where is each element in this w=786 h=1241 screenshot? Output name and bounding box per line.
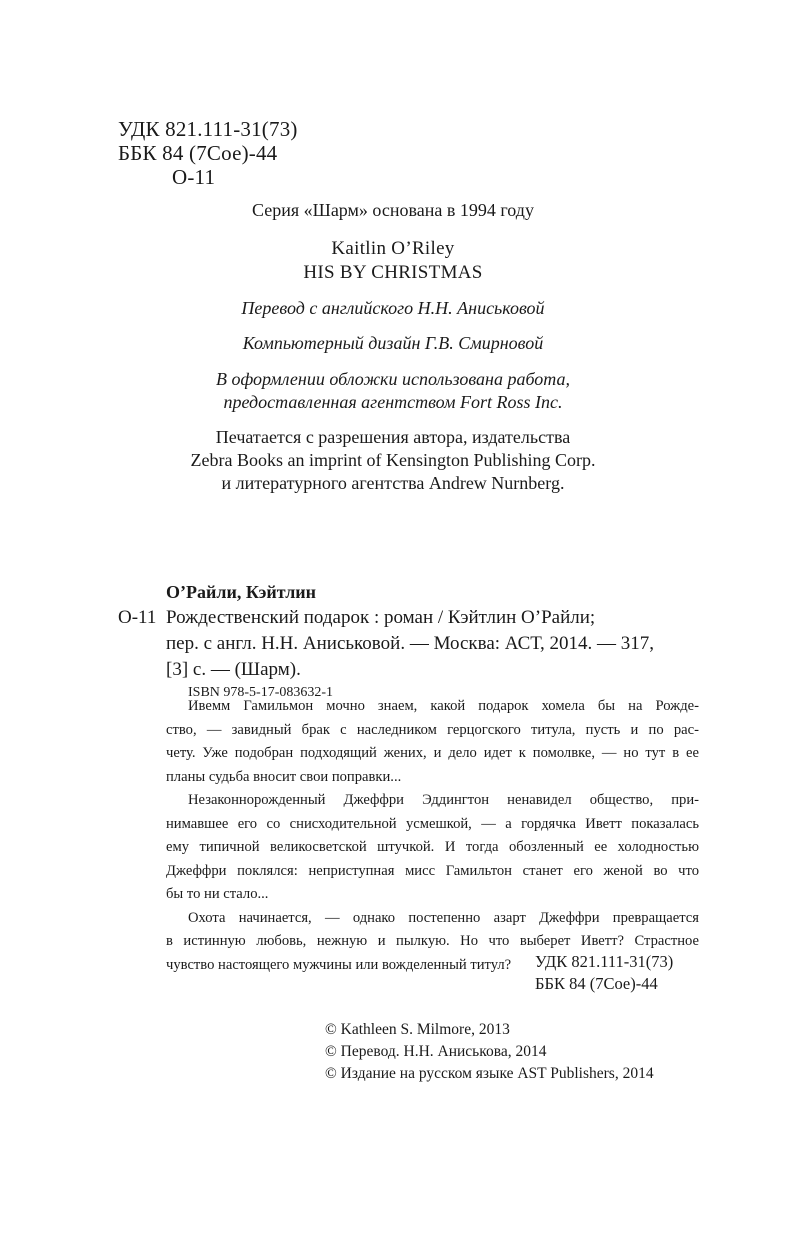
annotation-line: Охота начинается, — однако постепенно азарт Джеффри превращается (188, 909, 699, 926)
original-title-block (0, 237, 786, 285)
catalog-udk: УДК 821.111-31(73) (535, 952, 674, 971)
catalog-description-line: [3] с. — (Шарм). (166, 659, 301, 680)
annotation-line: ему типичной великосветской штучкой. И тогда обозленный ее холодностью (166, 839, 699, 855)
annotation-line: Незаконнорожденный Джеффри Эддингтон ненавидел общество, при- (188, 792, 699, 808)
permission-note (0, 426, 786, 495)
permission-line-1: Печатается с разрешения автора, издательства (215, 427, 571, 447)
annotation-line: Джеффри поклялся: неприступная мисс Гамильтон станет его женой во что (166, 862, 699, 879)
annotation-line: планы судьба вносит свои поправки... (166, 768, 402, 785)
isbn: ISBN 978-5-17-083632-1 (188, 685, 334, 700)
classification-codes (118, 117, 298, 189)
annotation-line: Ивемм Гамильмон мочно знаем, какой подарок хомела бы на Рожде- (188, 698, 699, 714)
author-code: О-11 (172, 165, 216, 189)
original-title: HIS BY CHRISTMAS (303, 262, 483, 283)
permission-line-2: Zebra Books an imprint of Kensington Publishing Corp. (190, 450, 596, 470)
annotation-line: в истинную любовь, нежную и пылкую. Но что выберет Иветт? Страстное (166, 933, 699, 949)
catalog-bbk: ББК 84 (7Сое)-44 (535, 974, 658, 993)
copyright-line: © Kathleen S. Milmore, 2013 (325, 1021, 510, 1038)
original-author: Kaitlin O’Riley (331, 238, 455, 259)
catalog-description-line: пер. с англ. Н.Н. Аниськовой. — Москва: АСТ, 2014. — 317, (166, 633, 654, 654)
translator-credit: Перевод с английского Н.Н. Аниськовой (241, 298, 545, 318)
cover-credit (0, 368, 786, 414)
catalog-description-line: Рождественский подарок : роман / Кэйтлин О’Райли; (166, 607, 596, 628)
permission-line-3: и литературного агентства Andrew Nurnberg. (221, 473, 565, 493)
annotation-line: бы то ни стало... (166, 886, 269, 902)
designer-credit: Компьютерный дизайн Г.В. Смирновой (242, 333, 544, 353)
cover-credit-line-2: предоставленная агентством Fort Ross Inc. (223, 392, 563, 412)
copyright-line: © Издание на русском языке AST Publishers, 2014 (325, 1065, 654, 1082)
annotation-line: нимавшее его со снисходительной усмешкой, — а гордячка Иветт показалась (166, 815, 699, 832)
bbk-code: ББК 84 (7Сое)-44 (118, 141, 278, 165)
annotation (166, 695, 699, 977)
catalog-author: О’Райли, Кэйтлин (166, 582, 317, 602)
cover-credit-line-1: В оформлении обложки использована работа, (215, 369, 570, 389)
annotation-line: ство, — завидный брак с наследником герцогского титула, пусть и по рас- (166, 721, 699, 738)
annotation-line: чувство настоящего мужчины или вожделенный титул? (166, 956, 512, 973)
udk-code: УДК 821.111-31(73) (118, 117, 298, 141)
annotation-line: чету. Уже подобран подходящий жених, и дело идет к помолвке, — но тут в ее (166, 745, 699, 761)
catalog-description (166, 605, 698, 683)
catalog-code: О-11 (118, 607, 157, 628)
copyright-block (325, 1019, 654, 1085)
series-note: Серия «Шарм» основана в 1994 году (252, 200, 534, 220)
catalog-codes (535, 951, 673, 995)
copyright-line: © Перевод. Н.Н. Аниськова, 2014 (325, 1043, 547, 1060)
